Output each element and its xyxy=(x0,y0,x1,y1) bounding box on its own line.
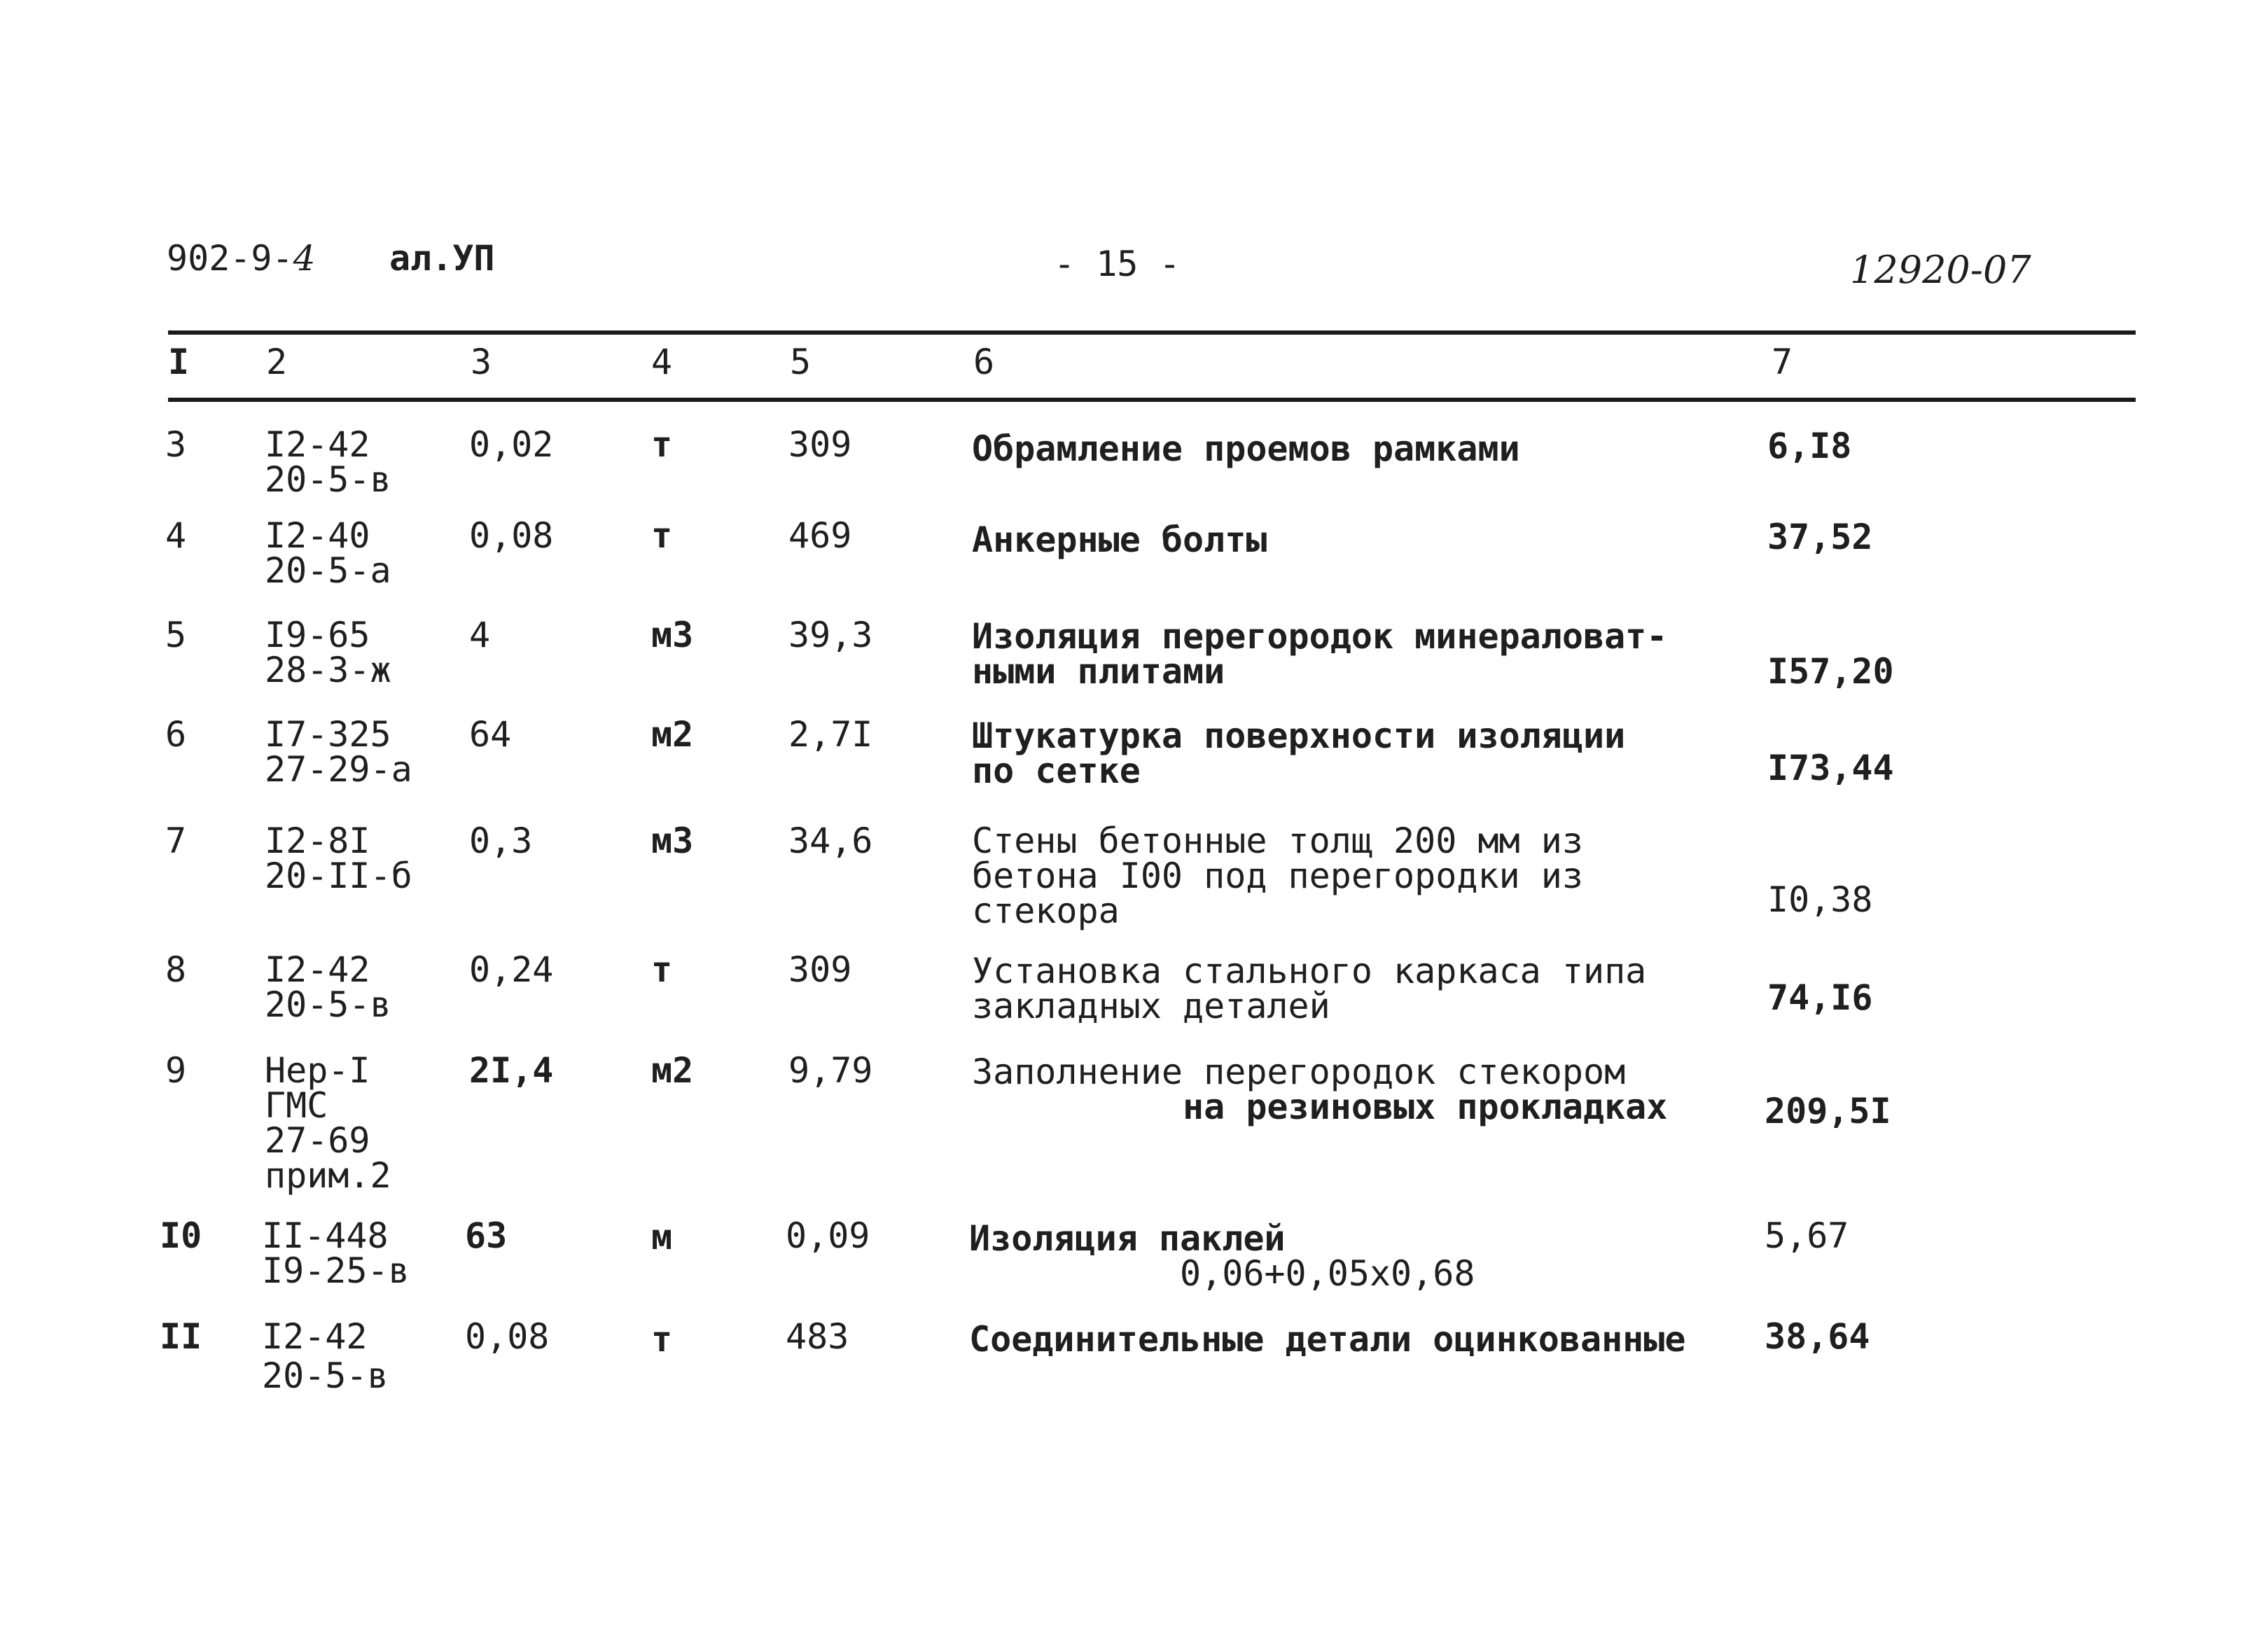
description-line: бетона I00 под перегородки из xyxy=(972,856,1583,896)
quantity: 64 xyxy=(469,714,512,755)
norm-code xyxy=(265,515,391,591)
unit-price: 9,79 xyxy=(788,1050,873,1091)
description-line: Соединительные детали оцинкованные xyxy=(969,1319,1686,1360)
work-description xyxy=(969,1319,1686,1360)
unit: т xyxy=(651,515,673,556)
row-number: 3 xyxy=(165,424,187,465)
unit: м3 xyxy=(651,615,694,655)
norm-code-line: II-448 xyxy=(262,1215,389,1256)
document-code-handwritten: 4 xyxy=(293,238,316,279)
norm-code-line: 20-5-в xyxy=(265,459,391,500)
row-number: 6 xyxy=(165,714,187,755)
work-description xyxy=(972,951,1647,1026)
row-total: 74,I6 xyxy=(1767,977,1873,1018)
archive-number: 12920-07 xyxy=(1850,248,2031,292)
column-header: 5 xyxy=(790,342,812,382)
column-header: 6 xyxy=(973,342,995,382)
norm-code xyxy=(265,821,412,896)
column-header: 3 xyxy=(471,342,492,382)
column-header: 7 xyxy=(1772,342,1793,382)
column-header: 4 xyxy=(651,342,673,382)
norm-code-line: I7-325 xyxy=(265,714,391,755)
description-line: ными плитами xyxy=(972,651,1225,692)
row-total: 209,5I xyxy=(1765,1091,1891,1131)
unit: т xyxy=(651,1319,673,1360)
description-line: закладных деталей xyxy=(972,986,1330,1026)
norm-code-line: 20-II-б xyxy=(265,856,412,896)
quantity: 2I,4 xyxy=(469,1050,554,1091)
description-line: Штукатурка поверхности изоляции xyxy=(972,716,1626,756)
quantity: 0,08 xyxy=(465,1316,550,1357)
norm-code xyxy=(265,949,391,1025)
work-description xyxy=(969,1218,1475,1294)
description-line: 0,06+0,05х0,68 xyxy=(969,1253,1475,1294)
row-total: I57,20 xyxy=(1767,651,1894,692)
row-number: II xyxy=(160,1316,202,1357)
unit-price: 34,6 xyxy=(788,821,873,861)
description-line: на резиновых прокладках xyxy=(972,1087,1668,1127)
row-number: I0 xyxy=(160,1215,202,1256)
norm-code-line: I2-42 xyxy=(265,424,370,465)
row-number: 5 xyxy=(165,615,187,655)
row-number: 4 xyxy=(165,515,187,556)
norm-code-line: I2-8I xyxy=(265,821,370,861)
norm-code xyxy=(265,424,391,500)
norm-code-line: I2-40 xyxy=(265,515,370,556)
table-header-rule xyxy=(168,398,2136,402)
work-description xyxy=(972,716,1626,791)
norm-code-line: 20-5-а xyxy=(265,550,391,591)
unit-price: 469 xyxy=(788,515,852,556)
norm-code-line: прим.2 xyxy=(265,1155,391,1196)
description-line: Заполнение перегородок стекором xyxy=(972,1052,1626,1092)
unit-price: 2,7I xyxy=(788,714,873,755)
description-line: Стены бетонные толщ 200 мм из xyxy=(972,821,1583,861)
norm-code-line: 28-3-ж xyxy=(265,650,391,690)
norm-code-line: I9-25-в xyxy=(262,1250,410,1291)
norm-code xyxy=(262,1316,389,1396)
unit-price: 309 xyxy=(788,424,852,465)
norm-code xyxy=(265,714,412,790)
description-line: Изоляция перегородок минераловат- xyxy=(972,616,1668,657)
norm-code-line: I9-65 xyxy=(265,615,370,655)
unit: т xyxy=(651,949,673,990)
row-total: 38,64 xyxy=(1765,1316,1870,1357)
row-total: 6,I8 xyxy=(1767,426,1852,466)
work-description xyxy=(972,519,1267,560)
row-total: 37,52 xyxy=(1767,517,1873,557)
row-number: 7 xyxy=(165,821,187,861)
work-description xyxy=(972,821,1583,931)
description-line: стекора xyxy=(972,891,1120,931)
work-description xyxy=(972,1052,1668,1127)
description-line: Анкерные болты xyxy=(972,519,1267,560)
norm-code-line: 27-29-а xyxy=(265,749,412,790)
unit-price: 39,3 xyxy=(788,615,873,655)
norm-code-line: I2-42 xyxy=(265,949,370,990)
unit-price: 483 xyxy=(786,1316,849,1357)
norm-code-line: 27-69 xyxy=(265,1120,370,1161)
norm-code-line: ГМС xyxy=(265,1085,328,1126)
unit: м2 xyxy=(651,714,694,755)
quantity: 4 xyxy=(469,615,491,655)
column-header: I xyxy=(168,342,190,382)
quantity: 63 xyxy=(465,1215,508,1256)
norm-code-line: Нер-I xyxy=(265,1050,370,1091)
unit: м3 xyxy=(651,821,694,861)
unit: т xyxy=(651,424,673,465)
norm-code xyxy=(265,615,391,690)
row-total: I0,38 xyxy=(1767,879,1873,920)
row-number: 9 xyxy=(165,1050,187,1091)
description-line: Обрамление проемов рамками xyxy=(972,428,1520,469)
norm-code xyxy=(262,1215,410,1291)
row-total: 5,67 xyxy=(1765,1215,1849,1256)
album-label: ал.УП xyxy=(389,238,495,279)
norm-code-line: I2-42 xyxy=(262,1316,368,1357)
work-description xyxy=(972,616,1668,692)
table-top-rule xyxy=(168,330,2136,335)
unit-price: 309 xyxy=(788,949,852,990)
unit: м2 xyxy=(651,1050,694,1091)
description-line: по сетке xyxy=(972,751,1141,791)
norm-code-line: 20-5-в xyxy=(265,984,391,1025)
description-line: Установка стального каркаса типа xyxy=(972,951,1647,991)
page-number: - 15 - xyxy=(1054,244,1181,284)
unit-price: 0,09 xyxy=(786,1215,870,1256)
norm-code-line: 20-5-в xyxy=(262,1355,389,1396)
row-number: 8 xyxy=(165,949,187,990)
document-code-prefix: 902-9- xyxy=(167,238,293,279)
quantity: 0,24 xyxy=(469,949,554,990)
description-line: Изоляция паклей xyxy=(969,1218,1286,1259)
norm-code xyxy=(265,1050,391,1196)
column-header: 2 xyxy=(266,342,288,382)
document-code xyxy=(167,238,315,279)
quantity: 0,02 xyxy=(469,424,554,465)
work-description xyxy=(972,428,1520,469)
quantity: 0,08 xyxy=(469,515,554,556)
unit: м xyxy=(651,1217,673,1257)
quantity: 0,3 xyxy=(469,821,533,861)
row-total: I73,44 xyxy=(1767,748,1894,788)
